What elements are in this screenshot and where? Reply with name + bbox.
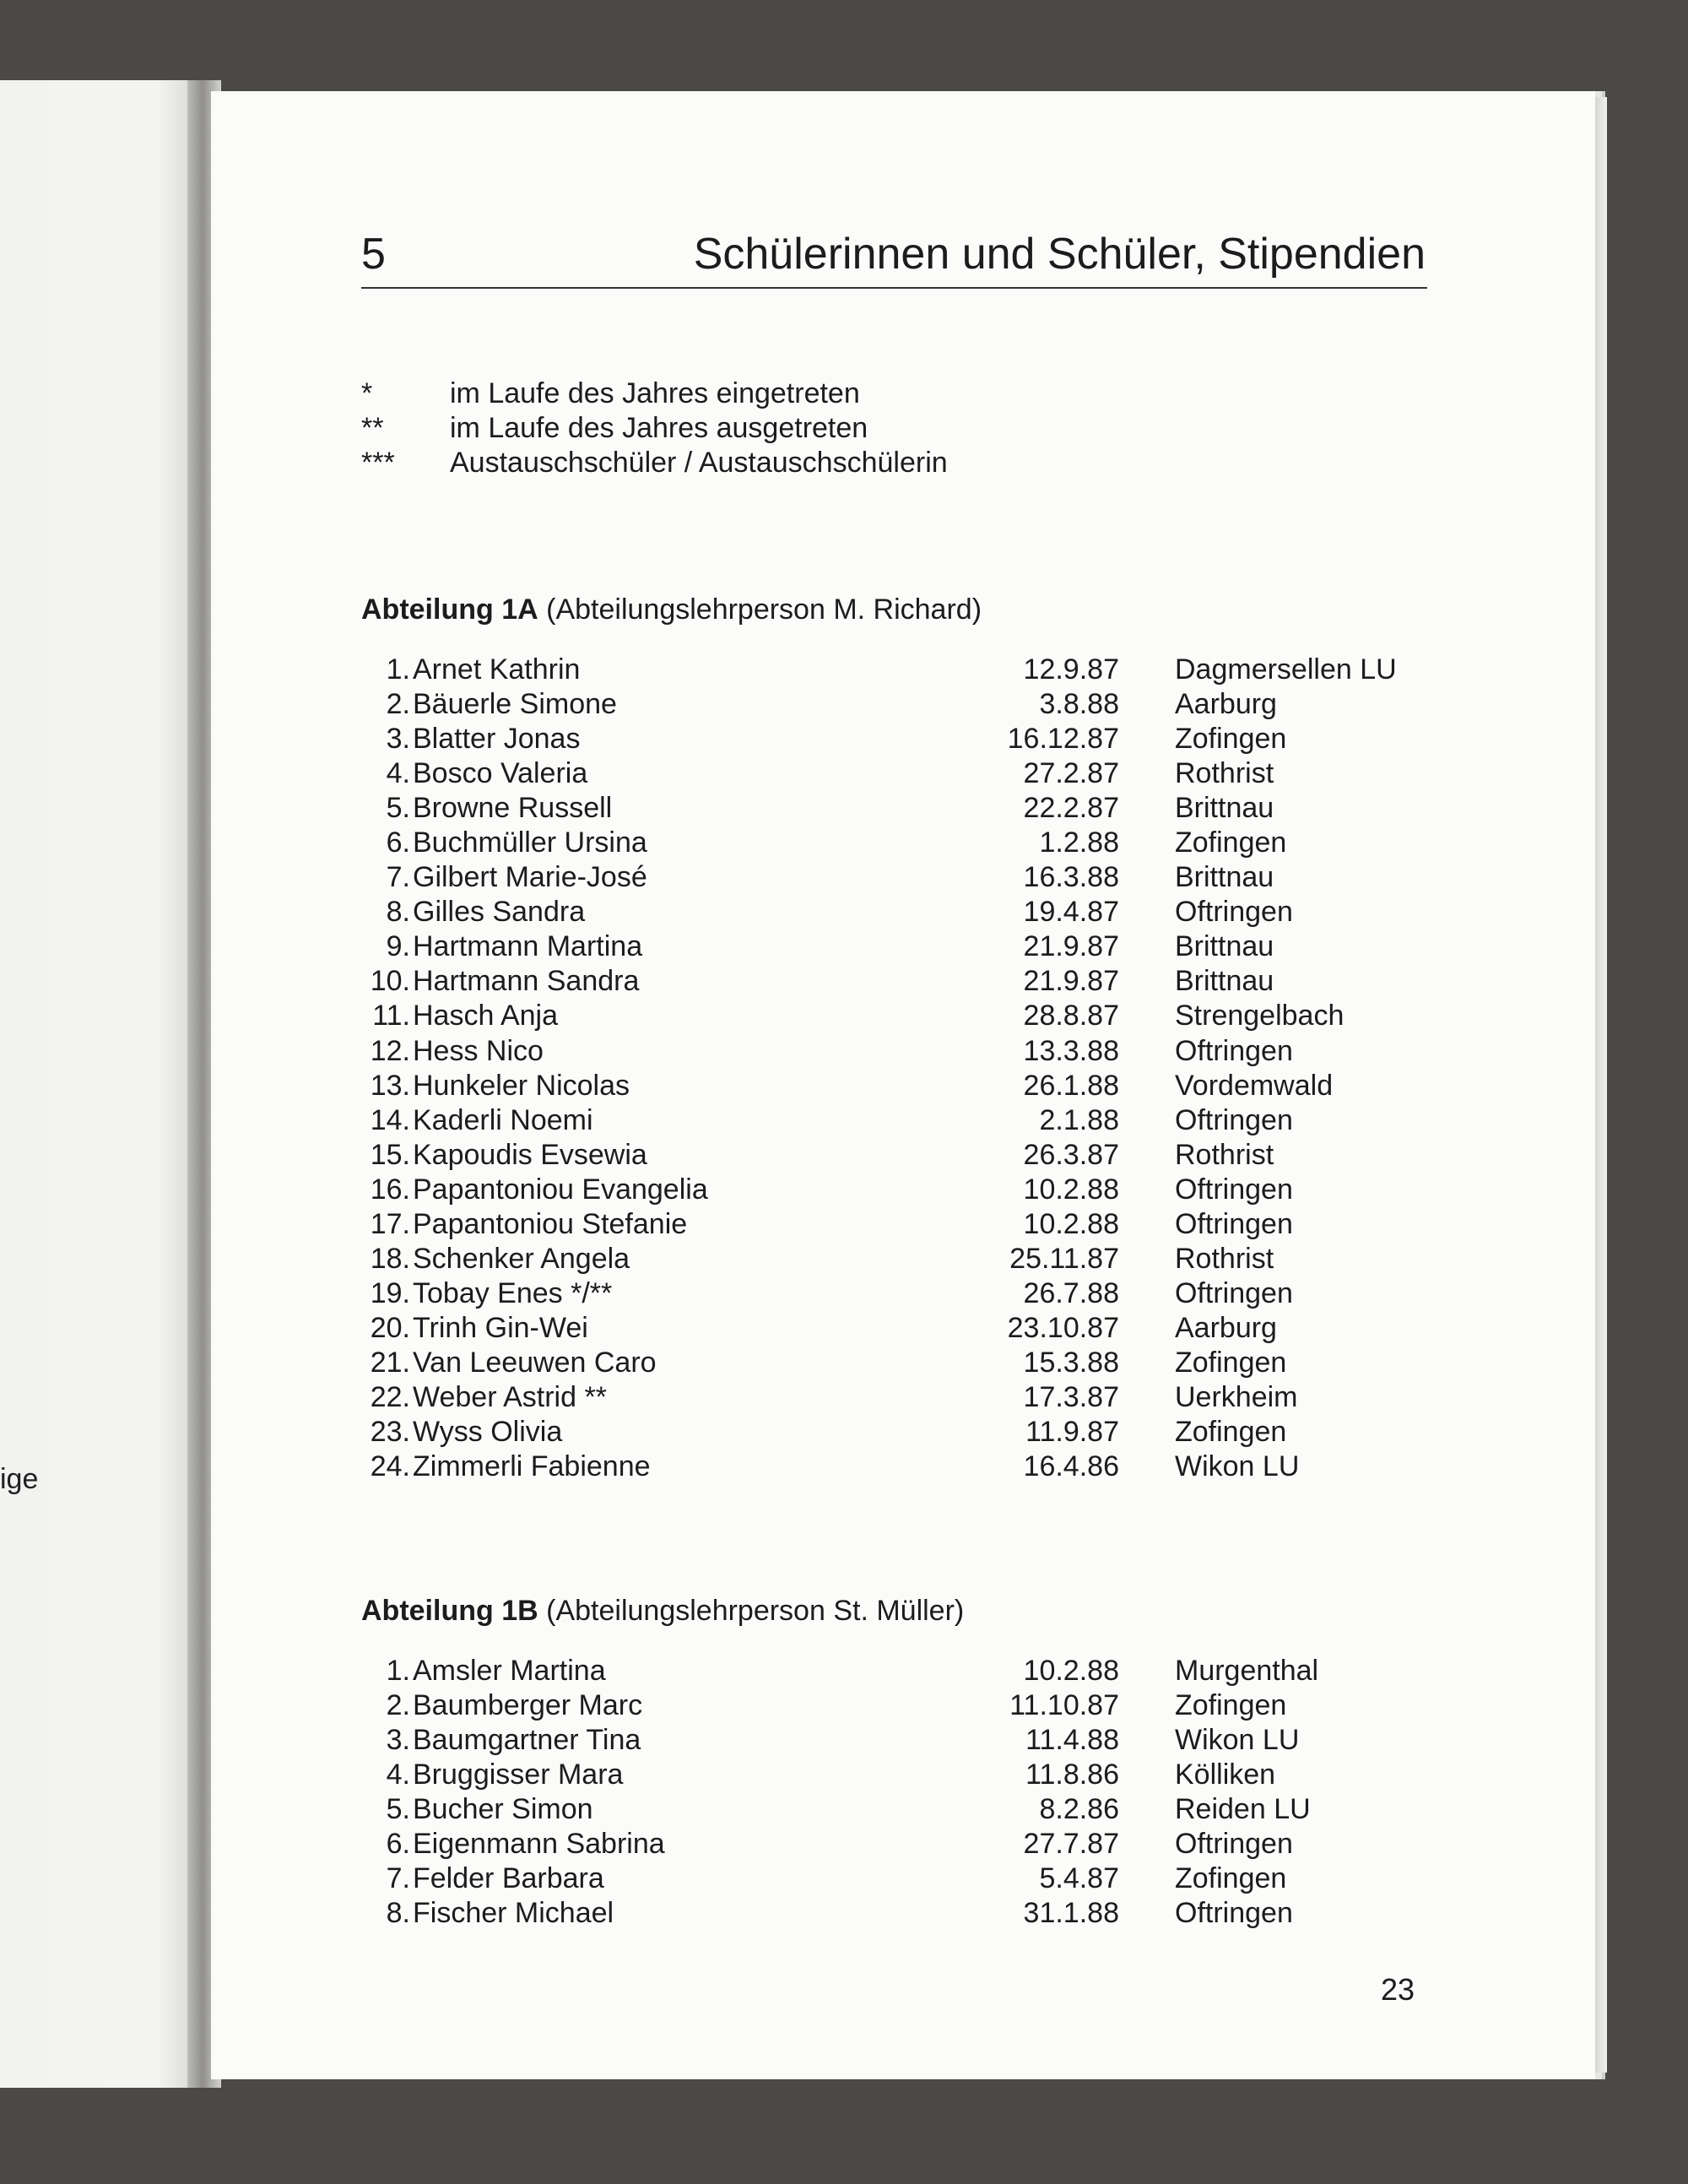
student-birthdate: 27.2.87 xyxy=(1023,757,1119,790)
student-hometown: Vordemwald xyxy=(1175,1069,1334,1102)
facing-page-text-fragment: ige xyxy=(0,1463,39,1495)
section-title: Abteilung 1B xyxy=(361,1595,538,1627)
chapter-header xyxy=(361,228,1427,289)
student-number: 15. xyxy=(370,1138,410,1171)
student-birthdate: 13.3.88 xyxy=(1023,1034,1119,1067)
list-item xyxy=(361,1242,1421,1276)
student-hometown: Murgenthal xyxy=(1175,1655,1319,1687)
section-title: Abteilung 1A xyxy=(361,593,538,626)
student-number: 9. xyxy=(386,930,410,963)
list-item xyxy=(361,1103,1421,1138)
student-list xyxy=(361,653,1421,1484)
list-item xyxy=(361,1827,1421,1862)
student-number: 23. xyxy=(370,1416,410,1449)
student-hometown: Zofingen xyxy=(1175,1346,1287,1379)
student-birthdate: 25.11.87 xyxy=(1009,1242,1119,1275)
facing-page xyxy=(0,80,196,2088)
student-hometown: Aarburg xyxy=(1175,688,1277,721)
student-hometown: Oftringen xyxy=(1175,896,1293,929)
student-birthdate: 11.10.87 xyxy=(1009,1689,1119,1722)
student-number: 18. xyxy=(370,1242,410,1275)
student-birthdate: 2.1.88 xyxy=(1039,1103,1119,1136)
list-item xyxy=(361,1346,1421,1380)
list-item xyxy=(361,722,1421,756)
student-hometown: Oftringen xyxy=(1175,1207,1293,1240)
student-birthdate: 16.3.88 xyxy=(1023,861,1119,894)
student-birthdate: 12.9.87 xyxy=(1023,653,1119,686)
student-number: 7. xyxy=(386,861,410,894)
legend-symbol: * xyxy=(361,377,373,409)
student-birthdate: 17.3.87 xyxy=(1023,1380,1119,1413)
student-hometown: Dagmersellen LU xyxy=(1175,653,1397,686)
legend-symbol: *** xyxy=(361,447,395,479)
class-section-1a xyxy=(361,593,1421,1484)
student-birthdate: 15.3.88 xyxy=(1023,1346,1119,1379)
list-item xyxy=(361,999,1421,1033)
student-number: 7. xyxy=(386,1862,410,1895)
student-number: 4. xyxy=(386,757,410,790)
student-number: 10. xyxy=(370,965,410,998)
list-item xyxy=(361,1069,1421,1103)
student-hometown: Reiden LU xyxy=(1175,1793,1311,1826)
student-name: Van Leeuwen Caro xyxy=(413,1346,657,1379)
section-subtitle: (Abteilungslehrperson St. Müller) xyxy=(546,1595,965,1627)
student-birthdate: 16.4.86 xyxy=(1023,1450,1119,1483)
list-item xyxy=(361,1380,1421,1415)
student-name: Hunkeler Nicolas xyxy=(413,1069,630,1102)
list-item xyxy=(361,1862,1421,1896)
list-item xyxy=(361,1207,1421,1242)
student-birthdate: 26.3.87 xyxy=(1023,1138,1119,1171)
list-item xyxy=(361,1415,1421,1450)
list-item xyxy=(361,791,1421,826)
student-number: 14. xyxy=(370,1103,410,1136)
student-birthdate: 11.8.86 xyxy=(1025,1759,1119,1791)
student-name: Blatter Jonas xyxy=(413,723,581,756)
student-birthdate: 11.9.87 xyxy=(1025,1416,1119,1449)
student-hometown: Oftringen xyxy=(1175,1276,1293,1309)
student-name: Fischer Michael xyxy=(413,1897,614,1930)
chapter-number: 5 xyxy=(361,230,386,279)
legend-text: Austauschschüler / Austauschschülerin xyxy=(450,447,948,479)
student-number: 4. xyxy=(386,1759,410,1791)
student-number: 24. xyxy=(370,1450,410,1483)
student-name: Weber Astrid ** xyxy=(413,1380,607,1413)
list-item xyxy=(361,1450,1421,1484)
student-number: 1. xyxy=(386,653,410,686)
list-item xyxy=(361,653,1421,687)
student-birthdate: 26.7.88 xyxy=(1023,1276,1119,1309)
student-hometown: Rothrist xyxy=(1175,1242,1274,1275)
list-item xyxy=(361,1654,1421,1688)
section-heading xyxy=(361,593,1421,627)
list-item xyxy=(361,1311,1421,1346)
student-name: Eigenmann Sabrina xyxy=(413,1828,665,1861)
student-hometown: Brittnau xyxy=(1175,930,1274,963)
student-name: Bucher Simon xyxy=(413,1793,593,1826)
list-item xyxy=(361,964,1421,999)
section-subtitle: (Abteilungslehrperson M. Richard) xyxy=(546,593,982,626)
student-name: Papantoniou Stefanie xyxy=(413,1207,688,1240)
legend-text: im Laufe des Jahres eingetreten xyxy=(450,377,860,409)
student-birthdate: 21.9.87 xyxy=(1023,965,1119,998)
student-name: Browne Russell xyxy=(413,792,613,825)
student-hometown: Zofingen xyxy=(1175,826,1287,859)
student-birthdate: 10.2.88 xyxy=(1023,1173,1119,1206)
student-hometown: Rothrist xyxy=(1175,1138,1274,1171)
student-number: 12. xyxy=(370,1034,410,1067)
student-hometown: Brittnau xyxy=(1175,965,1274,998)
list-item xyxy=(361,895,1421,929)
list-item xyxy=(361,1034,1421,1069)
student-hometown: Uerkheim xyxy=(1175,1380,1298,1413)
student-hometown: Oftringen xyxy=(1175,1828,1293,1861)
student-hometown: Zofingen xyxy=(1175,723,1287,756)
student-name: Kaderli Noemi xyxy=(413,1103,593,1136)
student-birthdate: 23.10.87 xyxy=(1007,1311,1119,1344)
student-name: Trinh Gin-Wei xyxy=(413,1311,588,1344)
student-number: 5. xyxy=(386,792,410,825)
student-birthdate: 31.1.88 xyxy=(1023,1897,1119,1930)
student-number: 2. xyxy=(386,1689,410,1722)
list-item xyxy=(361,1688,1421,1723)
student-number: 17. xyxy=(370,1207,410,1240)
student-name: Amsler Martina xyxy=(413,1655,606,1687)
student-birthdate: 22.2.87 xyxy=(1023,792,1119,825)
student-hometown: Oftringen xyxy=(1175,1103,1293,1136)
list-item xyxy=(361,929,1421,964)
student-name: Hartmann Martina xyxy=(413,930,643,963)
student-number: 16. xyxy=(370,1173,410,1206)
student-hometown: Oftringen xyxy=(1175,1897,1293,1930)
student-name: Baumberger Marc xyxy=(413,1689,643,1722)
student-birthdate: 19.4.87 xyxy=(1023,896,1119,929)
student-name: Tobay Enes */** xyxy=(413,1276,613,1309)
list-item xyxy=(361,1138,1421,1173)
student-name: Kapoudis Evsewia xyxy=(413,1138,647,1171)
student-hometown: Wikon LU xyxy=(1175,1724,1300,1757)
list-item xyxy=(361,756,1421,791)
student-number: 13. xyxy=(370,1069,410,1102)
list-item xyxy=(361,826,1421,860)
student-birthdate: 26.1.88 xyxy=(1023,1069,1119,1102)
student-hometown: Oftringen xyxy=(1175,1034,1293,1067)
student-number: 2. xyxy=(386,688,410,721)
list-item xyxy=(361,1792,1421,1827)
student-number: 1. xyxy=(386,1655,410,1687)
page-number: 23 xyxy=(1381,1972,1415,2007)
student-hometown: Wikon LU xyxy=(1175,1450,1300,1483)
student-hometown: Brittnau xyxy=(1175,792,1274,825)
student-name: Baumgartner Tina xyxy=(413,1724,641,1757)
section-heading xyxy=(361,1594,1421,1629)
student-birthdate: 27.7.87 xyxy=(1023,1828,1119,1861)
list-item xyxy=(361,687,1421,722)
list-item xyxy=(361,1896,1421,1931)
student-name: Hasch Anja xyxy=(413,1000,558,1032)
student-name: Papantoniou Evangelia xyxy=(413,1173,708,1206)
student-list xyxy=(361,1654,1421,1931)
class-section-1b xyxy=(361,1594,1421,1931)
student-name: Arnet Kathrin xyxy=(413,653,581,686)
student-number: 6. xyxy=(386,826,410,859)
chapter-title: Schülerinnen und Schüler, Stipendien xyxy=(693,230,1426,279)
student-hometown: Zofingen xyxy=(1175,1416,1287,1449)
student-name: Hess Nico xyxy=(413,1034,544,1067)
student-number: 3. xyxy=(386,723,410,756)
student-name: Hartmann Sandra xyxy=(413,965,640,998)
student-name: Gilbert Marie-José xyxy=(413,861,647,894)
legend-text: im Laufe des Jahres ausgetreten xyxy=(450,412,868,444)
student-number: 6. xyxy=(386,1828,410,1861)
student-hometown: Zofingen xyxy=(1175,1862,1287,1895)
student-hometown: Brittnau xyxy=(1175,861,1274,894)
student-hometown: Rothrist xyxy=(1175,757,1274,790)
student-birthdate: 10.2.88 xyxy=(1023,1207,1119,1240)
list-item xyxy=(361,1758,1421,1792)
page-edge xyxy=(1595,97,1607,2073)
student-number: 8. xyxy=(386,896,410,929)
student-number: 3. xyxy=(386,1724,410,1757)
student-name: Zimmerli Fabienne xyxy=(413,1450,651,1483)
student-name: Buchmüller Ursina xyxy=(413,826,647,859)
student-name: Bäuerle Simone xyxy=(413,688,617,721)
student-hometown: Oftringen xyxy=(1175,1173,1293,1206)
student-number: 21. xyxy=(370,1346,410,1379)
list-item xyxy=(361,860,1421,895)
student-birthdate: 16.12.87 xyxy=(1007,723,1119,756)
student-number: 20. xyxy=(370,1311,410,1344)
student-name: Felder Barbara xyxy=(413,1862,604,1895)
list-item xyxy=(361,1173,1421,1207)
student-hometown: Strengelbach xyxy=(1175,1000,1344,1032)
student-number: 8. xyxy=(386,1897,410,1930)
student-name: Schenker Angela xyxy=(413,1242,630,1275)
list-item xyxy=(361,1723,1421,1758)
student-name: Bosco Valeria xyxy=(413,757,588,790)
student-birthdate: 1.2.88 xyxy=(1039,826,1119,859)
student-birthdate: 10.2.88 xyxy=(1023,1655,1119,1687)
student-number: 11. xyxy=(372,1000,410,1032)
student-name: Bruggisser Mara xyxy=(413,1759,624,1791)
student-birthdate: 28.8.87 xyxy=(1023,1000,1119,1032)
student-number: 22. xyxy=(370,1380,410,1413)
student-hometown: Aarburg xyxy=(1175,1311,1277,1344)
student-hometown: Kölliken xyxy=(1175,1759,1276,1791)
student-number: 19. xyxy=(370,1276,410,1309)
student-name: Gilles Sandra xyxy=(413,896,586,929)
student-name: Wyss Olivia xyxy=(413,1416,563,1449)
student-birthdate: 5.4.87 xyxy=(1039,1862,1119,1895)
list-item xyxy=(361,1276,1421,1311)
student-birthdate: 21.9.87 xyxy=(1023,930,1119,963)
student-birthdate: 8.2.86 xyxy=(1039,1793,1119,1826)
student-hometown: Zofingen xyxy=(1175,1689,1287,1722)
student-birthdate: 3.8.88 xyxy=(1039,688,1119,721)
student-number: 5. xyxy=(386,1793,410,1826)
legend-symbol: ** xyxy=(361,412,384,444)
student-birthdate: 11.4.88 xyxy=(1025,1724,1119,1757)
